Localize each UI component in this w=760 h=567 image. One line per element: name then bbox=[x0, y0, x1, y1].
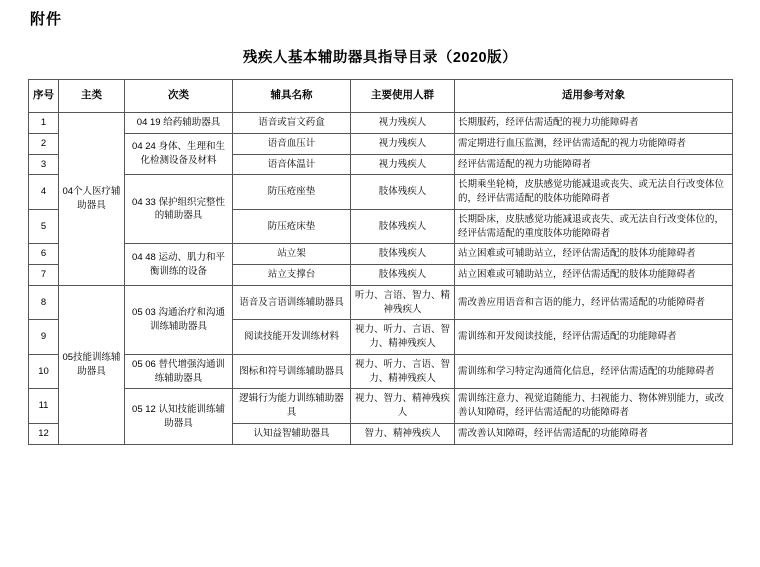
cell-user-group: 视力、听力、言语、智力、精神残疾人 bbox=[351, 354, 455, 389]
cell-device-name: 语音及言语训练辅助器具 bbox=[233, 285, 351, 320]
cell-index: 6 bbox=[29, 244, 59, 265]
cell-sub-category: 04 24 身体、生理和生化检测设备及材料 bbox=[125, 133, 233, 175]
table-row bbox=[29, 133, 733, 154]
column-header-device-name: 辅具名称 bbox=[233, 80, 351, 113]
cell-sub-category: 04 48 运动、肌力和平衡训练的设备 bbox=[125, 244, 233, 286]
cell-index: 9 bbox=[29, 320, 59, 355]
cell-user-group: 视力残疾人 bbox=[351, 113, 455, 134]
table-row bbox=[29, 113, 733, 134]
cell-user-group: 肢体残疾人 bbox=[351, 175, 455, 210]
cell-index: 4 bbox=[29, 175, 59, 210]
cell-user-group: 肢体残疾人 bbox=[351, 265, 455, 286]
table-row bbox=[29, 354, 733, 389]
cell-reference: 需定期进行血压监测，经评估需适配的视力功能障碍者 bbox=[455, 133, 733, 154]
cell-reference: 需训练和学习特定沟通简化信息，经评估需适配的功能障碍者 bbox=[455, 354, 733, 389]
attachment-label: 附件 bbox=[30, 11, 63, 28]
cell-device-name: 图标和符号训练辅助器具 bbox=[233, 354, 351, 389]
cell-device-name: 语音或盲文药盒 bbox=[233, 113, 351, 134]
cell-reference: 经评估需适配的视力功能障碍者 bbox=[455, 154, 733, 175]
cell-user-group: 视力残疾人 bbox=[351, 154, 455, 175]
cell-reference: 需改善认知障碍，经评估需适配的功能障碍者 bbox=[455, 424, 733, 445]
cell-index: 3 bbox=[29, 154, 59, 175]
cell-sub-category: 05 03 沟通治疗和沟通训练辅助器具 bbox=[125, 285, 233, 354]
cell-reference: 需训练和开发阅读技能，经评估需适配的功能障碍者 bbox=[455, 320, 733, 355]
cell-sub-category: 04 33 保护组织完整性的辅助器具 bbox=[125, 175, 233, 244]
cell-index: 1 bbox=[29, 113, 59, 134]
cell-device-name: 语音体温计 bbox=[233, 154, 351, 175]
cell-device-name: 防压疮床垫 bbox=[233, 209, 351, 244]
column-header-index: 序号 bbox=[29, 80, 59, 113]
table-header-row bbox=[29, 80, 733, 113]
cell-user-group: 听力、言语、智力、精神残疾人 bbox=[351, 285, 455, 320]
cell-main-category: 05技能训练辅助器具 bbox=[59, 285, 125, 444]
column-header-user-group: 主要使用人群 bbox=[351, 80, 455, 113]
cell-device-name: 防压疮座垫 bbox=[233, 175, 351, 210]
table-row bbox=[29, 175, 733, 210]
cell-reference: 长期卧床，皮肤感觉功能减退或丧失、或无法自行改变体位的，经评估需适配的重度肢体功能障碍者 bbox=[455, 209, 733, 244]
table-row bbox=[29, 389, 733, 424]
cell-user-group: 肢体残疾人 bbox=[351, 209, 455, 244]
cell-index: 8 bbox=[29, 285, 59, 320]
table-row bbox=[29, 285, 733, 320]
cell-index: 11 bbox=[29, 389, 59, 424]
cell-device-name: 语音血压计 bbox=[233, 133, 351, 154]
cell-reference: 长期服药，经评估需适配的视力功能障碍者 bbox=[455, 113, 733, 134]
cell-index: 2 bbox=[29, 133, 59, 154]
cell-reference: 站立困难或可辅助站立，经评估需适配的肢体功能障碍者 bbox=[455, 244, 733, 265]
cell-user-group: 肢体残疾人 bbox=[351, 244, 455, 265]
cell-device-name: 认知益智辅助器具 bbox=[233, 424, 351, 445]
cell-reference: 需训练注意力、视觉追随能力、扫视能力、物体辨别能力，或改善认知障碍，经评估需适配的功能障碍者 bbox=[455, 389, 733, 424]
cell-device-name: 站立架 bbox=[233, 244, 351, 265]
cell-user-group: 视力、听力、言语、智力、精神残疾人 bbox=[351, 320, 455, 355]
cell-main-category: 04个人医疗辅助器具 bbox=[59, 113, 125, 286]
cell-user-group: 视力残疾人 bbox=[351, 133, 455, 154]
document-page bbox=[0, 8, 760, 567]
cell-sub-category: 04 19 给药辅助器具 bbox=[125, 113, 233, 134]
cell-index: 12 bbox=[29, 424, 59, 445]
cell-device-name: 阅读技能开发训练材料 bbox=[233, 320, 351, 355]
cell-reference: 站立困难或可辅助站立，经评估需适配的肢体功能障碍者 bbox=[455, 265, 733, 286]
table-row bbox=[29, 244, 733, 265]
column-header-reference: 适用参考对象 bbox=[455, 80, 733, 113]
catalog-table bbox=[28, 79, 733, 445]
column-header-sub-category: 次类 bbox=[125, 80, 233, 113]
page-title: 残疾人基本辅助器具指导目录（2020版） bbox=[242, 50, 518, 66]
cell-device-name: 站立支撑台 bbox=[233, 265, 351, 286]
cell-user-group: 智力、精神残疾人 bbox=[351, 424, 455, 445]
column-header-main-category: 主类 bbox=[59, 80, 125, 113]
cell-index: 5 bbox=[29, 209, 59, 244]
cell-index: 10 bbox=[29, 354, 59, 389]
cell-index: 7 bbox=[29, 265, 59, 286]
cell-device-name: 逻辑行为能力训练辅助器具 bbox=[233, 389, 351, 424]
cell-sub-category: 05 12 认知技能训练辅助器具 bbox=[125, 389, 233, 444]
cell-sub-category: 05 06 替代增强沟通训练辅助器具 bbox=[125, 354, 233, 389]
cell-reference: 长期乘坐轮椅，皮肤感觉功能减退或丧失、或无法自行改变体位的，经评估需适配的肢体功能障碍者 bbox=[455, 175, 733, 210]
cell-reference: 需改善应用语音和言语的能力，经评估需适配的功能障碍者 bbox=[455, 285, 733, 320]
cell-user-group: 视力、智力、精神残疾人 bbox=[351, 389, 455, 424]
